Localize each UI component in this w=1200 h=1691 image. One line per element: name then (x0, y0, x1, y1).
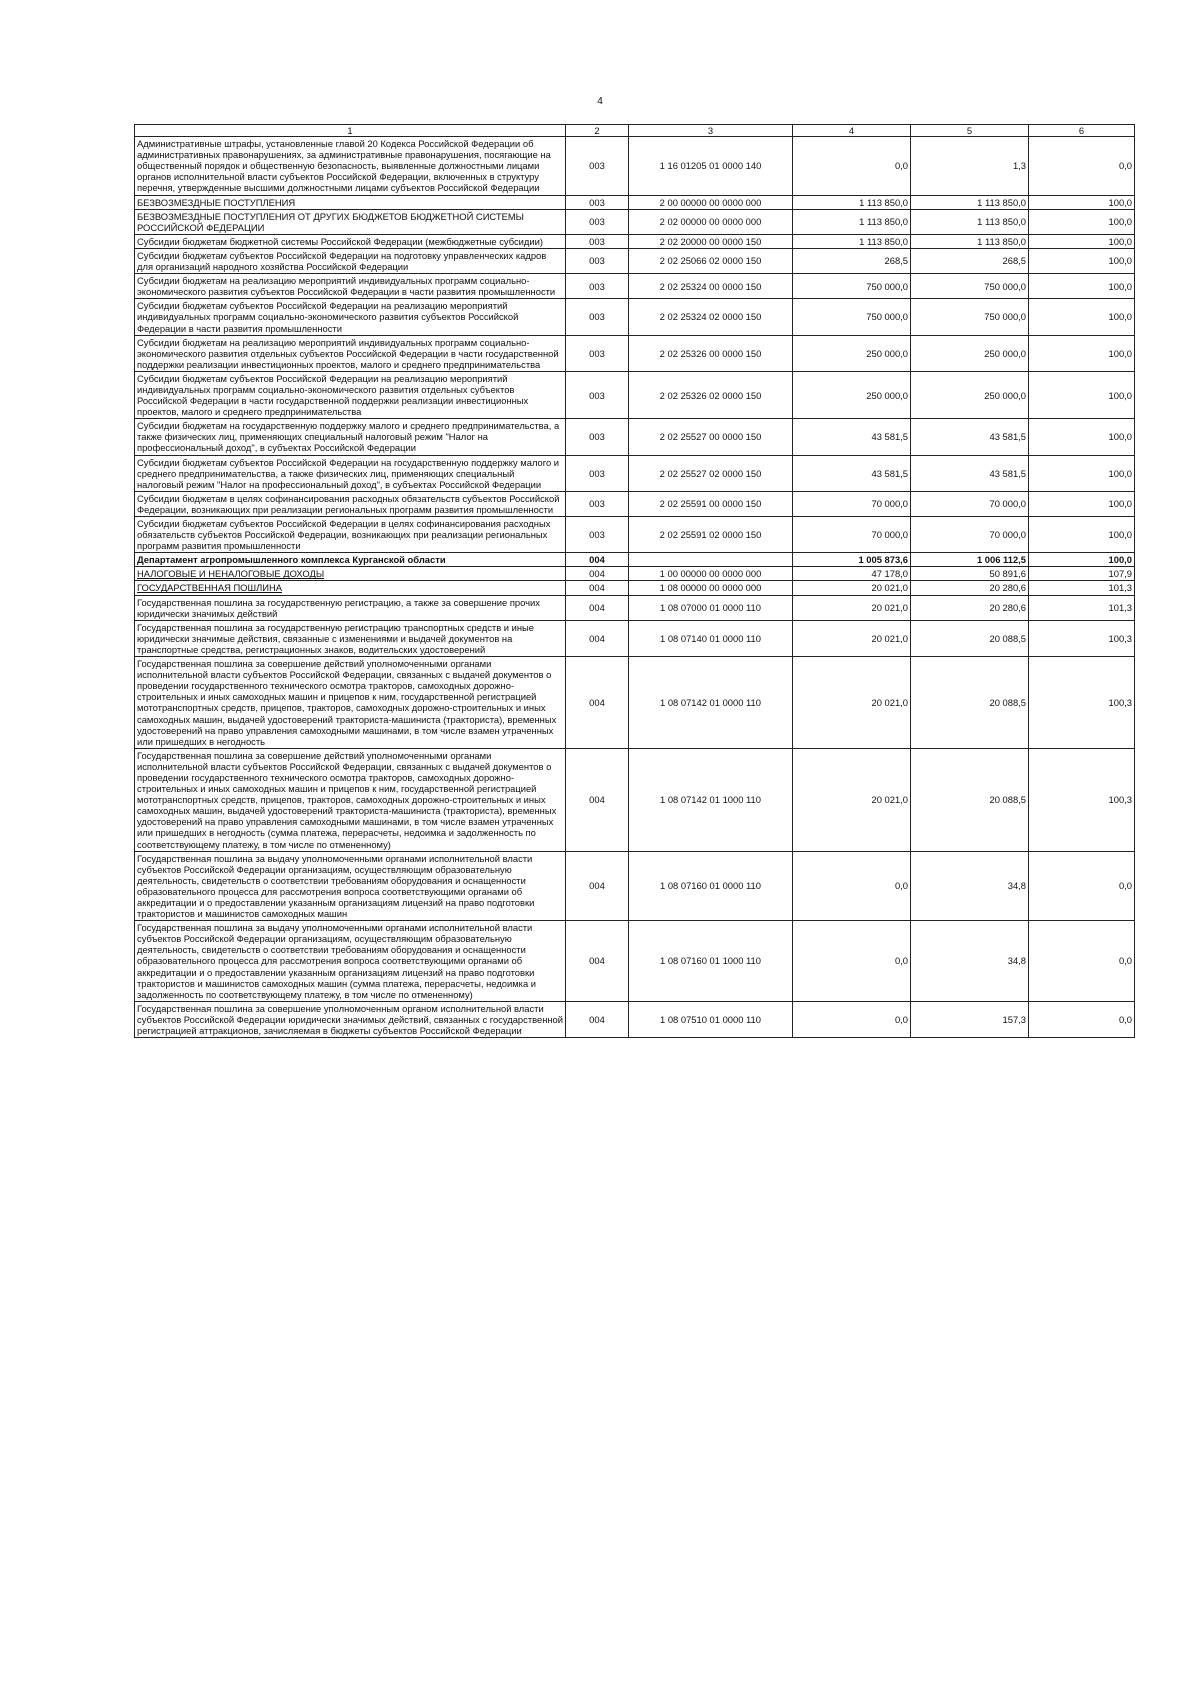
row-admin-code-cell: 003 (566, 455, 629, 491)
column-header: 4 (793, 125, 911, 137)
column-header: 6 (1029, 125, 1135, 137)
table-row (135, 455, 1135, 491)
row-col5-cell: 1,3 (911, 137, 1029, 195)
row-col6-cell: 100,0 (1029, 335, 1135, 371)
row-admin-code-cell: 004 (566, 657, 629, 749)
row-col5-cell: 1 006 112,5 (911, 553, 1029, 567)
row-name-text: ГОСУДАРСТВЕННАЯ ПОШЛИНА (137, 582, 282, 594)
row-budget-code-cell: 2 02 25591 00 0000 150 (629, 491, 793, 516)
row-col5-cell: 750 000,0 (911, 299, 1029, 335)
row-col4-cell: 1 113 850,0 (793, 195, 911, 209)
row-col4-cell: 20 021,0 (793, 620, 911, 656)
table-row (135, 517, 1135, 553)
row-name-text: Субсидии бюджетам субъектов Российской Федерации в целях софинансирования расходных обязательств субъектов Российской Федерации, возникающих при реализации региональных программ развития промышленности (137, 518, 551, 552)
row-col5-cell: 750 000,0 (911, 274, 1029, 299)
row-col4-cell: 20 021,0 (793, 595, 911, 620)
row-col4-cell: 20 021,0 (793, 748, 911, 851)
row-name-text: Субсидии бюджетам на реализацию мероприятий индивидуальных программ социально-экономического развития субъектов Российской Федерации в части развития промышленности (137, 275, 556, 298)
row-admin-code-cell: 003 (566, 209, 629, 234)
table-row (135, 248, 1135, 273)
row-budget-code-cell: 1 16 01205 01 0000 140 (629, 137, 793, 195)
row-budget-code-cell: 2 02 25527 02 0000 150 (629, 455, 793, 491)
row-budget-code-cell: 2 02 00000 00 0000 000 (629, 209, 793, 234)
row-name-cell (135, 137, 566, 195)
row-col5-cell: 20 088,5 (911, 748, 1029, 851)
row-col5-cell: 43 581,5 (911, 455, 1029, 491)
row-name-cell (135, 299, 566, 335)
row-col5-cell: 1 113 850,0 (911, 195, 1029, 209)
table-row (135, 921, 1135, 1002)
row-admin-code-cell: 004 (566, 851, 629, 921)
table-body (135, 137, 1135, 1038)
row-admin-code-cell: 003 (566, 299, 629, 335)
row-name-cell (135, 657, 566, 749)
row-budget-code-cell: 1 08 07142 01 1000 110 (629, 748, 793, 851)
row-budget-code-cell: 2 00 00000 00 0000 000 (629, 195, 793, 209)
table-row (135, 748, 1135, 851)
table-row (135, 195, 1135, 209)
row-admin-code-cell: 004 (566, 1001, 629, 1037)
row-admin-code-cell: 003 (566, 491, 629, 516)
row-admin-code-cell: 003 (566, 274, 629, 299)
row-name-cell (135, 455, 566, 491)
row-name-text: Субсидии бюджетам в целях софинансирования расходных обязательств субъектов Российской Федерации, возникающих при реализации региональных программ развития промышленности (137, 492, 560, 515)
row-col5-cell: 34,8 (911, 851, 1029, 921)
row-col6-cell: 0,0 (1029, 1001, 1135, 1037)
row-col6-cell: 100,0 (1029, 455, 1135, 491)
row-col4-cell: 750 000,0 (793, 299, 911, 335)
row-name-cell (135, 748, 566, 851)
row-col5-cell: 1 113 850,0 (911, 234, 1029, 248)
row-admin-code-cell: 004 (566, 567, 629, 581)
row-col6-cell: 100,0 (1029, 491, 1135, 516)
row-name-cell (135, 553, 566, 567)
row-col4-cell: 250 000,0 (793, 371, 911, 418)
row-budget-code-cell: 1 08 07510 01 0000 110 (629, 1001, 793, 1037)
row-name-text: Государственная пошлина за совершение действий уполномоченными органами исполнительной власти субъектов Российской Федерации, связанных с выдачей документов о проведении государственного технического осмотра тракторов, самоходных дорожно-строительных и иных самоходных машин и прицепов к ним, государственной регистрацией мототранспортных средств, прицепов, тракторов, самоходных дорожно-строительных и иных самоходных машин, выдачей удостоверений тракториста-машиниста (тракториста), временных удостоверений на право управления самоходными машинами, в том числе взамен утраченных или пришедших в негодность (сумма платежа, перерасчеты, недоимка и задолженность по соответствующему платежу, в том числе по отмененному) (137, 749, 557, 850)
row-col5-cell: 70 000,0 (911, 491, 1029, 516)
row-col4-cell: 0,0 (793, 137, 911, 195)
row-col4-cell: 268,5 (793, 248, 911, 273)
row-col6-cell: 100,0 (1029, 517, 1135, 553)
row-name-cell (135, 921, 566, 1002)
row-budget-code-cell: 1 08 07000 01 0000 110 (629, 595, 793, 620)
row-name-cell (135, 1001, 566, 1037)
row-col4-cell: 20 021,0 (793, 657, 911, 749)
table-row (135, 419, 1135, 455)
row-col5-cell: 20 088,5 (911, 657, 1029, 749)
row-admin-code-cell: 003 (566, 335, 629, 371)
row-name-cell (135, 491, 566, 516)
table-row (135, 851, 1135, 921)
table-row (135, 371, 1135, 418)
row-admin-code-cell: 004 (566, 581, 629, 595)
row-col4-cell: 0,0 (793, 1001, 911, 1037)
table-row (135, 657, 1135, 749)
row-name-text: Государственная пошлина за государственную регистрацию транспортных средств и иные юридически значимые действия, связанные с изменениями и выдачей документов на транспортные средства, регистрационных знаков, водительских удостоверений (137, 621, 534, 655)
row-name-text: Государственная пошлина за совершение действий уполномоченными органами исполнительной власти субъектов Российской Федерации, связанных с выдачей документов о проведении государственного технического осмотра тракторов, самоходных дорожно-строительных и иных самоходных машин и прицепов к ним, государственной регистрацией мототранспортных средств, прицепов, тракторов, самоходных дорожно-строительных и иных самоходных машин, выдачей удостоверений тракториста-машиниста (тракториста), временных удостоверений на право управления самоходными машинами, в том числе взамен утраченных или пришедших в негодность (137, 658, 557, 747)
row-budget-code-cell: 2 02 25527 00 0000 150 (629, 419, 793, 455)
row-col6-cell: 100,3 (1029, 657, 1135, 749)
row-admin-code-cell: 003 (566, 234, 629, 248)
row-col5-cell: 1 113 850,0 (911, 209, 1029, 234)
table-row (135, 234, 1135, 248)
table-header-row (135, 125, 1135, 137)
row-admin-code-cell: 003 (566, 517, 629, 553)
budget-revenue-table (134, 124, 1135, 1038)
row-col5-cell: 20 280,6 (911, 595, 1029, 620)
row-col4-cell: 1 113 850,0 (793, 234, 911, 248)
row-admin-code-cell: 003 (566, 419, 629, 455)
row-budget-code-cell: 2 02 25326 02 0000 150 (629, 371, 793, 418)
row-col4-cell: 43 581,5 (793, 419, 911, 455)
row-col6-cell: 107,9 (1029, 567, 1135, 581)
row-col4-cell: 1 005 873,6 (793, 553, 911, 567)
table-row (135, 595, 1135, 620)
row-name-text: Субсидии бюджетам на государственную поддержку малого и среднего предпринимательства, а также физических лиц, применяющих специальный налоговый режим "Налог на профессиональный доход", в субъектах Российской Федерации (137, 420, 560, 454)
row-col6-cell: 100,0 (1029, 248, 1135, 273)
row-admin-code-cell: 004 (566, 553, 629, 567)
column-header: 5 (911, 125, 1029, 137)
row-admin-code-cell: 004 (566, 921, 629, 1002)
row-name-text: НАЛОГОВЫЕ И НЕНАЛОГОВЫЕ ДОХОДЫ (137, 568, 325, 580)
row-name-cell (135, 567, 566, 581)
row-col5-cell: 157,3 (911, 1001, 1029, 1037)
row-name-cell (135, 248, 566, 273)
row-name-text: Субсидии бюджетам субъектов Российской Федерации на подготовку управленческих кадров для организаций народного хозяйства Российской Федерации (137, 249, 547, 273)
row-col4-cell: 250 000,0 (793, 335, 911, 371)
row-col5-cell: 34,8 (911, 921, 1029, 1002)
row-name-text: БЕЗВОЗМЕЗДНЫЕ ПОСТУПЛЕНИЯ (137, 196, 296, 208)
table-row (135, 299, 1135, 335)
table-row (135, 335, 1135, 371)
row-col5-cell: 20 088,5 (911, 620, 1029, 656)
row-budget-code-cell: 2 02 25326 00 0000 150 (629, 335, 793, 371)
row-col5-cell: 250 000,0 (911, 335, 1029, 371)
row-name-text: Государственная пошлина за государственную регистрацию, а также за совершение прочих юридически значимых действий (137, 596, 540, 619)
row-name-cell (135, 371, 566, 418)
row-col6-cell: 101,3 (1029, 581, 1135, 595)
row-col5-cell: 43 581,5 (911, 419, 1029, 455)
row-col4-cell: 47 178,0 (793, 567, 911, 581)
row-admin-code-cell: 003 (566, 371, 629, 418)
row-col4-cell: 0,0 (793, 851, 911, 921)
row-col4-cell: 750 000,0 (793, 274, 911, 299)
table-row (135, 553, 1135, 567)
row-name-text: Государственная пошлина за выдачу уполномоченными органами исполнительной власти субъектов Российской Федерации организациям, осуществляющим образовательную деятельность, свидетельств о соответствии требованиям оборудования и оснащенности образовательного процесса для рассмотрения вопроса соответствующими органами об аккредитации и о предоставлении указанным организациям лицензий на право подготовки трактористов и машинистов самоходных машин (137, 852, 535, 920)
row-col5-cell: 70 000,0 (911, 517, 1029, 553)
row-admin-code-cell: 003 (566, 195, 629, 209)
row-name-cell (135, 274, 566, 299)
row-col6-cell: 100,0 (1029, 234, 1135, 248)
row-col6-cell: 100,0 (1029, 419, 1135, 455)
row-name-cell (135, 195, 566, 209)
row-col6-cell: 101,3 (1029, 595, 1135, 620)
row-name-cell (135, 595, 566, 620)
row-admin-code-cell: 004 (566, 748, 629, 851)
row-col4-cell: 70 000,0 (793, 491, 911, 516)
row-name-text: Субсидии бюджетам субъектов Российской Федерации на реализацию мероприятий индивидуальных программ социально-экономического развития отдельных субъектов Российской Федерации в части государственной поддержки реализации инвестиционных проектов, малого и среднего предпринимательства (137, 372, 529, 418)
row-col5-cell: 250 000,0 (911, 371, 1029, 418)
row-budget-code-cell: 2 02 25066 02 0000 150 (629, 248, 793, 273)
row-name-cell (135, 851, 566, 921)
page-number: 4 (597, 96, 603, 107)
row-col4-cell: 0,0 (793, 921, 911, 1002)
row-budget-code-cell: 1 08 07160 01 0000 110 (629, 851, 793, 921)
row-budget-code-cell: 2 02 25324 00 0000 150 (629, 274, 793, 299)
row-col6-cell: 0,0 (1029, 851, 1135, 921)
row-budget-code-cell: 1 08 07140 01 0000 110 (629, 620, 793, 656)
row-name-cell (135, 419, 566, 455)
row-name-text: Государственная пошлина за совершение уполномоченным органом исполнительной власти субъектов Российской Федерации юридически значимых действий, связанных с государственной регистрацией аттракционов, зачисляемая в бюджеты субъектов Российской Федерации (137, 1002, 564, 1037)
row-admin-code-cell: 004 (566, 595, 629, 620)
row-col6-cell: 100,0 (1029, 299, 1135, 335)
row-col6-cell: 100,0 (1029, 274, 1135, 299)
row-col6-cell: 100,3 (1029, 620, 1135, 656)
row-budget-code-cell: 2 02 25591 02 0000 150 (629, 517, 793, 553)
row-col6-cell: 100,0 (1029, 195, 1135, 209)
table-row (135, 137, 1135, 195)
table-row (135, 209, 1135, 234)
row-admin-code-cell: 004 (566, 620, 629, 656)
table-row (135, 620, 1135, 656)
column-header: 2 (566, 125, 629, 137)
row-budget-code-cell: 1 08 00000 00 0000 000 (629, 581, 793, 595)
row-col4-cell: 70 000,0 (793, 517, 911, 553)
row-name-text: Административные штрафы, установленные главой 20 Кодекса Российской Федерации об административных правонарушениях, за административные правонарушения, посягающие на общественный порядок и общественную безопасность, выявленные должностными лицами органов исполнительной власти субъектов Российской Федерации, включенных в структуру перечня, утвержденные высшими должностными лицами субъектов Российской Федерации (137, 138, 551, 194)
row-col5-cell: 268,5 (911, 248, 1029, 273)
row-col6-cell: 100,0 (1029, 209, 1135, 234)
row-col5-cell: 50 891,6 (911, 567, 1029, 581)
row-col6-cell: 100,0 (1029, 371, 1135, 418)
row-name-cell (135, 620, 566, 656)
row-budget-code-cell: 1 00 00000 00 0000 000 (629, 567, 793, 581)
row-name-text: Департамент агропромышленного комплекса Курганской области (137, 554, 446, 566)
table-row (135, 567, 1135, 581)
row-budget-code-cell (629, 553, 793, 567)
table-row (135, 581, 1135, 595)
row-budget-code-cell: 2 02 25324 02 0000 150 (629, 299, 793, 335)
row-admin-code-cell: 003 (566, 137, 629, 195)
row-col4-cell: 1 113 850,0 (793, 209, 911, 234)
row-col4-cell: 20 021,0 (793, 581, 911, 595)
row-col4-cell: 43 581,5 (793, 455, 911, 491)
column-header: 3 (629, 125, 793, 137)
row-name-text: БЕЗВОЗМЕЗДНЫЕ ПОСТУПЛЕНИЯ ОТ ДРУГИХ БЮДЖЕТОВ БЮДЖЕТНОЙ СИСТЕМЫ РОССИЙСКОЙ ФЕДЕРАЦИИ (137, 210, 524, 233)
row-name-cell (135, 335, 566, 371)
row-budget-code-cell: 2 02 20000 00 0000 150 (629, 234, 793, 248)
row-name-text: Субсидии бюджетам субъектов Российской Федерации на реализацию мероприятий индивидуальных программ социально-экономического развития субъектов Российской Федерации в части развития промышленности (137, 300, 519, 334)
row-name-text: Субсидии бюджетам на реализацию мероприятий индивидуальных программ социально-экономического развития отдельных субъектов Российской Федерации в части государственной поддержки реализации инвестиционных проектов, малого и среднего предпринимательства (137, 336, 559, 370)
row-name-cell (135, 209, 566, 234)
table-row (135, 274, 1135, 299)
row-col5-cell: 20 280,6 (911, 581, 1029, 595)
row-admin-code-cell: 003 (566, 248, 629, 273)
row-name-text: Субсидии бюджетам субъектов Российской Федерации на государственную поддержку малого и среднего предпринимательства, а также физических лиц, применяющих специальный налоговый режим "Налог на профессиональный доход", в субъектах Российской Федерации (137, 456, 560, 490)
row-budget-code-cell: 1 08 07142 01 0000 110 (629, 657, 793, 749)
table-row (135, 491, 1135, 516)
row-col6-cell: 0,0 (1029, 921, 1135, 1002)
table-row (135, 1001, 1135, 1037)
row-name-text: Субсидии бюджетам бюджетной системы Российской Федерации (межбюджетные субсидии) (137, 235, 543, 247)
row-budget-code-cell: 1 08 07160 01 1000 110 (629, 921, 793, 1002)
column-header: 1 (135, 125, 566, 137)
row-name-cell (135, 517, 566, 553)
row-col6-cell: 100,0 (1029, 553, 1135, 567)
row-name-text: Государственная пошлина за выдачу уполномоченными органами исполнительной власти субъектов Российской Федерации организациям, осуществляющим образовательную деятельность, свидетельств о соответствии требованиям оборудования и оснащенности образовательного процесса для рассмотрения вопроса соответствующими органами об аккредитации и о предоставлении указанным организациям лицензий на право подготовки трактористов и машинистов самоходных машин (сумма платежа, перерасчеты, недоимка и задолженность по соответствующему платежу, в том числе по отмененному) (137, 922, 537, 1000)
row-col6-cell: 0,0 (1029, 137, 1135, 195)
row-name-cell (135, 234, 566, 248)
row-name-cell (135, 581, 566, 595)
row-col6-cell: 100,3 (1029, 748, 1135, 851)
